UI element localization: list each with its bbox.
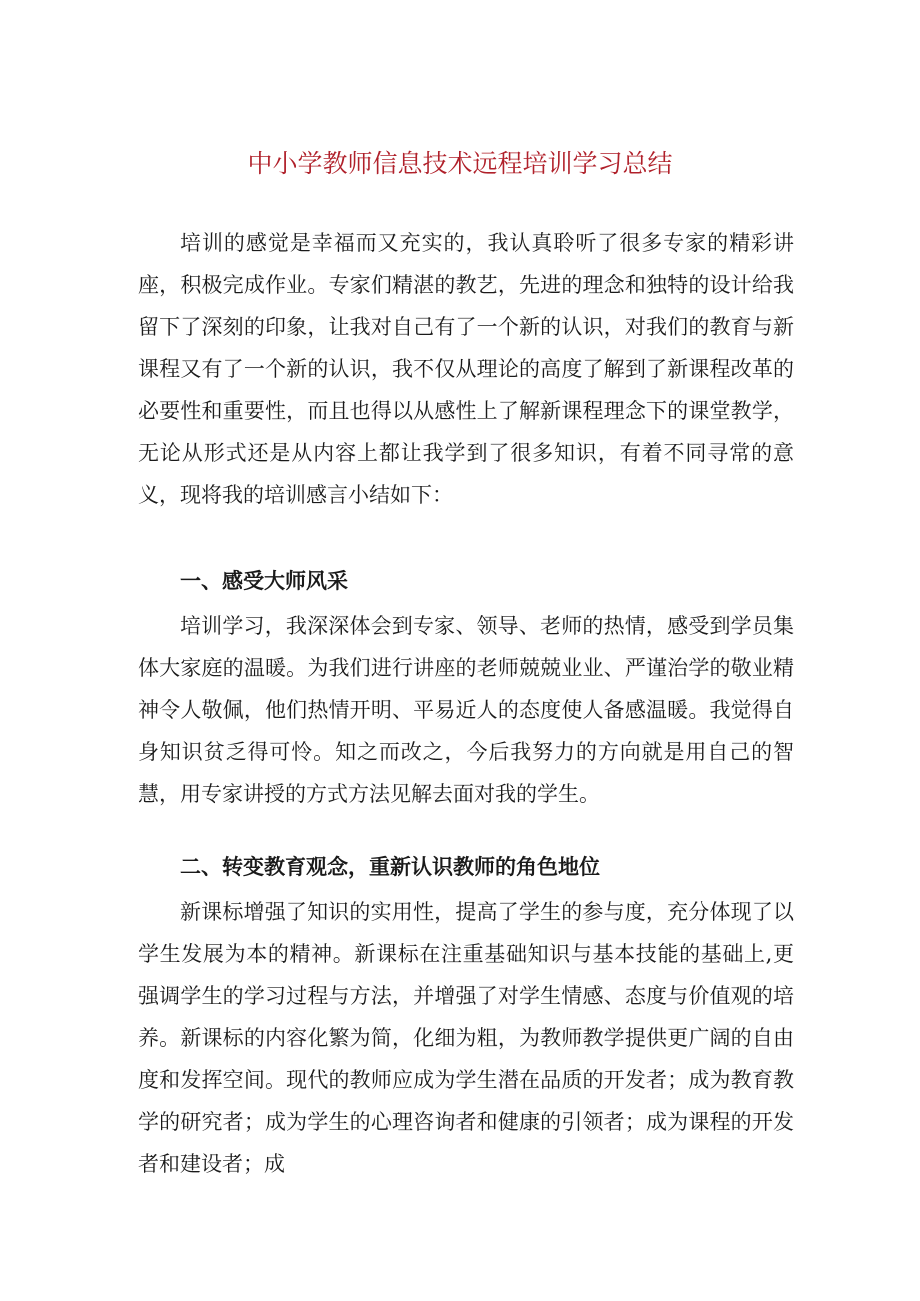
intro-paragraph: 培训的感觉是幸福而又充实的，我认真聆听了很多专家的精彩讲座，积极完成作业。专家们精湛的教艺，先进的理念和独特的设计给我留下了深刻的印象，让我对自己有了一个新的认识，对我们的教育与新课程又有了一个新的认识，我不仅从理论的高度了解到了新课程改革的必要性和重要性，而且也得以从感性上了解新课程理念下的课堂教学，无论从形式还是从内容上都让我学到了很多知识，有着不同寻常的意义，现将我的培训感言小结如下： <box>138 231 794 507</box>
section2-paragraph: 新课标增强了知识的实用性，提高了学生的参与度，充分体现了以学生发展为本的精神。新课标在注重基础知识与基本技能的基础上,更强调学生的学习过程与方法，并增强了对学生情感、态度与价值观的培养。新课标的内容化繁为简，化细为粗，为教师教学提供更广阔的自由度和发挥空间。现代的教师应成为学生潜在品质的开发者；成为教育教学的研究者；成为学生的心理咨询者和健康的引领者；成为课程的开发者和建设者；成 <box>138 900 794 1176</box>
section1-paragraph: 培训学习，我深深体会到专家、领导、老师的热情，感受到学员集体大家庭的温暖。为我们进行讲座的老师兢兢业业、严谨治学的敬业精神令人敬佩，他们热情开明、平易近人的态度使人备感温暖。我觉得自身知识贫乏得可怜。知之而改之，今后我努力的方向就是用自己的智慧，用专家讲授的方式方法见解去面对我的学生。 <box>138 614 794 806</box>
section-heading-1: 一、感受大师风采 <box>180 568 348 593</box>
section-heading-2: 二、转变教育观念，重新认识教师的角色地位 <box>180 854 600 879</box>
document-title: 中小学教师信息技术远程培训学习总结 <box>247 149 673 178</box>
